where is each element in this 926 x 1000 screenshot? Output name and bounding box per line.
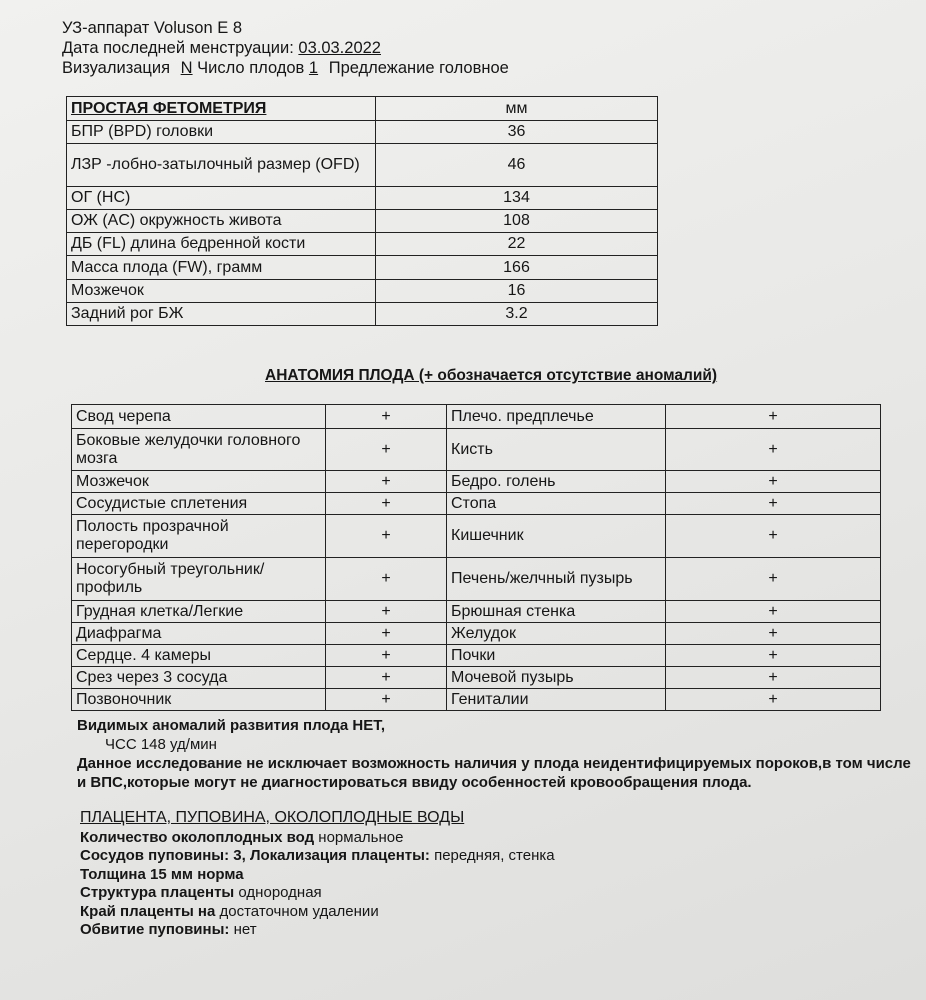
organ-name: Полость прозрачной перегородки — [72, 515, 326, 558]
organ-status: + — [666, 601, 881, 623]
visualization-label: Визуализация — [62, 59, 171, 77]
organ-name: Боковые желудочки головного мозга — [72, 429, 326, 471]
organ-status: + — [666, 405, 881, 429]
table-row — [72, 493, 881, 515]
organ-status: + — [666, 689, 881, 711]
metric-value: 134 — [376, 187, 658, 210]
organ-status: + — [326, 405, 447, 429]
fetometry-table — [66, 96, 658, 326]
organ-status: + — [666, 558, 881, 601]
visualization-line — [62, 58, 509, 78]
cord-value: нет — [233, 921, 257, 938]
cord-label: Обвитие пуповины: — [80, 921, 230, 938]
table-row — [67, 121, 658, 144]
visualization-value: N — [180, 59, 193, 77]
organ-status: + — [326, 623, 447, 645]
table-row — [72, 429, 881, 471]
organ-status: + — [326, 558, 447, 601]
organ-name: Печень/желчный пузырь — [447, 558, 666, 601]
fetus-count-label: Число плодов — [197, 59, 305, 77]
organ-name: Диафрагма — [72, 623, 326, 645]
organ-status: + — [666, 515, 881, 558]
edge-line — [80, 903, 555, 922]
fluid-line — [80, 829, 555, 848]
fluid-value: нормальное — [318, 828, 404, 846]
no-anomalies-note: Видимых аномалий развития плода НЕТ, — [77, 717, 386, 734]
organ-status: + — [666, 493, 881, 515]
organ-name: Брюшная стенка — [447, 601, 666, 623]
fetometry-unit: мм — [376, 97, 658, 121]
table-row — [72, 471, 881, 493]
organ-status: + — [326, 471, 447, 493]
metric-value: 166 — [376, 256, 658, 280]
organ-status: + — [326, 645, 447, 667]
organ-status: + — [326, 493, 447, 515]
table-row — [72, 405, 881, 429]
fluid-label: Количество околоплодных вод — [80, 828, 315, 846]
vessels-label: Сосудов пуповины: 3, Локализация плаценты: — [80, 847, 430, 864]
anatomy-title: АНАТОМИЯ ПЛОДА (+ обозначается отсутствие аномалий) — [265, 367, 718, 384]
fetus-count-value: 1 — [308, 59, 319, 77]
table-row — [67, 233, 658, 256]
organ-name: Сосудистые сплетения — [72, 493, 326, 515]
organ-name: Сердце. 4 камеры — [72, 645, 326, 667]
lmp-value: 03.03.2022 — [298, 39, 381, 57]
table-row — [67, 280, 658, 303]
organ-name: Грудная клетка/Легкие — [72, 601, 326, 623]
metric-name: Мозжечок — [67, 280, 376, 303]
exam-header — [62, 18, 509, 78]
structure-value: однородная — [238, 884, 322, 901]
exam-notes — [77, 716, 917, 792]
table-row — [72, 645, 881, 667]
organ-name: Кишечник — [447, 515, 666, 558]
organ-name: Срез через 3 сосуда — [72, 667, 326, 689]
table-row — [72, 558, 881, 601]
table-row — [72, 623, 881, 645]
table-row — [67, 210, 658, 233]
device-line: УЗ-аппарат Voluson E 8 — [62, 19, 243, 37]
edge-value: достаточном удалении — [219, 902, 379, 920]
organ-status: + — [326, 601, 447, 623]
metric-name: ОГ (HC) — [67, 187, 376, 210]
metric-value: 36 — [376, 121, 658, 144]
vessels-line — [80, 847, 555, 866]
metric-value: 46 — [376, 144, 658, 187]
heart-rate-note: ЧСС 148 уд/мин — [105, 736, 217, 753]
disclaimer-note: Данное исследование не исключает возможность наличия у плода неидентифицируемых пороков,в том числе и ВПС,которые могут не диагностироваться ввиду особенностей кровообращения плода. — [77, 755, 911, 791]
organ-name: Желудок — [447, 623, 666, 645]
organ-name: Почки — [447, 645, 666, 667]
fetometry-header-row — [67, 97, 658, 121]
organ-name: Свод черепа — [72, 405, 326, 429]
organ-status: + — [666, 623, 881, 645]
organ-name: Мозжечок — [72, 471, 326, 493]
organ-status: + — [666, 429, 881, 471]
placenta-section — [80, 809, 555, 940]
lmp-label: Дата последней менструации: — [62, 39, 294, 57]
table-row — [67, 303, 658, 326]
metric-value: 108 — [376, 210, 658, 233]
placenta-title: ПЛАЦЕНТА, ПУПОВИНА, ОКОЛОПЛОДНЫЕ ВОДЫ — [80, 809, 465, 826]
metric-value: 16 — [376, 280, 658, 303]
thickness-label: Толщина 15 мм норма — [80, 865, 244, 883]
organ-status: + — [326, 689, 447, 711]
organ-name: Стопа — [447, 493, 666, 515]
organ-status: + — [326, 667, 447, 689]
lmp-line — [62, 38, 509, 58]
metric-name: ЛЗР -лобно-затылочный размер (OFD) — [67, 144, 376, 187]
organ-status: + — [326, 515, 447, 558]
metric-name: Масса плода (FW), грамм — [67, 256, 376, 280]
metric-value: 3.2 — [376, 303, 658, 326]
organ-name: Позвоночник — [72, 689, 326, 711]
cord-line — [80, 921, 555, 940]
table-row — [67, 187, 658, 210]
structure-label: Структура плаценты — [80, 884, 235, 901]
organ-name: Плечо. предплечье — [447, 405, 666, 429]
organ-status: + — [666, 645, 881, 667]
table-row — [72, 667, 881, 689]
organ-name: Гениталии — [447, 689, 666, 711]
metric-name: БПР (BPD) головки — [67, 121, 376, 144]
table-row — [67, 144, 658, 187]
vessels-value: передняя, стенка — [434, 847, 555, 864]
edge-label: Край плаценты на — [80, 902, 216, 920]
table-row — [72, 689, 881, 711]
fetometry-title: ПРОСТАЯ ФЕТОМЕТРИЯ — [67, 97, 376, 121]
metric-name: Задний рог БЖ — [67, 303, 376, 326]
metric-name: ОЖ (AC) окружность живота — [67, 210, 376, 233]
organ-status: + — [666, 667, 881, 689]
organ-status: + — [666, 471, 881, 493]
table-row — [67, 256, 658, 280]
metric-value: 22 — [376, 233, 658, 256]
organ-name: Мочевой пузырь — [447, 667, 666, 689]
table-row — [72, 601, 881, 623]
organ-name: Носогубный треугольник/профиль — [72, 558, 326, 601]
organ-name: Бедро. голень — [447, 471, 666, 493]
organ-status: + — [326, 429, 447, 471]
organ-name: Кисть — [447, 429, 666, 471]
anatomy-table — [71, 404, 881, 711]
thickness-line — [80, 866, 555, 885]
table-row — [72, 515, 881, 558]
metric-name: ДБ (FL) длина бедренной кости — [67, 233, 376, 256]
presentation: Предлежание головное — [328, 59, 509, 77]
structure-line — [80, 884, 555, 903]
